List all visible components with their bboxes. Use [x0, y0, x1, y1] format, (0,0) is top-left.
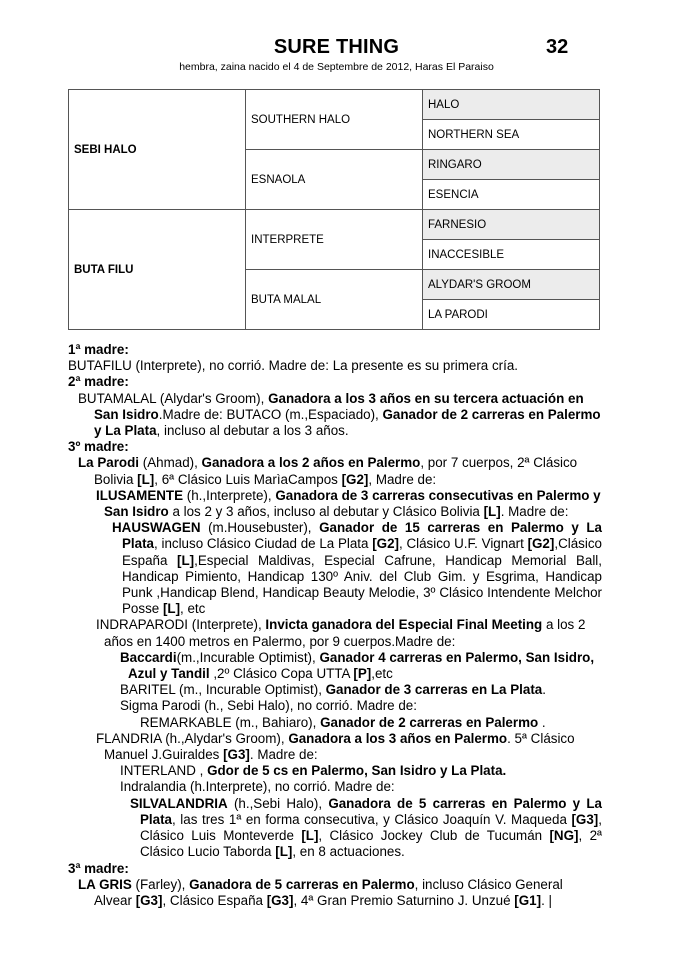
third-dam-heading: 3º madre: — [68, 439, 129, 455]
pedigree-g3-cell: ESENCIA — [423, 180, 600, 210]
pedigree-g3-cell: FARNESIO — [423, 210, 600, 240]
flandria-paragraph: FLANDRIA (h.,Alydar's Groom), Ganadora a los 3 años en Palermo. 5ª Clásico Manuel J.Guiraldes [G3]. Madre de: — [96, 730, 575, 763]
remarkable-paragraph: REMARKABLE (m., Bahiaro), Ganador de 2 carreras en Palermo . — [140, 714, 546, 730]
silvalandria-paragraph: SILVALANDRIA (h.,Sebi Halo), Ganadora de 5 carreras en Palermo y La Plata, las tres 1ª en forma consecutiva, y Clásico Joaquín V. Maqueda [G3], Clásico Luis Monteverde [L], Clásico Jockey Club de Tucumán [NG], 2ª Clásico Lucio Taborda [L], en 8 actuaciones. — [130, 795, 603, 860]
third-dam-paragraph: La Parodi (Ahmad), Ganadora a los 2 años en Palermo, por 7 cuerpos, 2ª Clásico Bolivia [L], 6ª Clásico Luis MarìaCampos [G2], Madre de: — [78, 455, 578, 487]
pedigree-sire: SEBI HALO — [69, 90, 246, 210]
horse-name-title: SURE THING — [273, 36, 400, 58]
baccardi-paragraph: Baccardi(m.,Incurable Optimist), Ganador 4 carreras en Palermo, San Isidro, Azul y Tandil ,2º Clásico Copa UTTA [P],etc — [120, 649, 595, 682]
baritel-paragraph: BARITEL (m., Incurable Optimist), Ganador de 3 carreras en La Plata. — [120, 682, 546, 698]
fourth-dam-paragraph: LA GRIS (Farley), Ganadora de 5 carreras en Palermo, incluso Clásico General Alvear [G3], Clásico España [G3], 4ª Gran Premio Saturnino J. Unzué [G1]. | — [78, 876, 563, 908]
pedigree-dam: BUTA FILU — [69, 210, 246, 330]
fourth-dam-heading: 3ª madre: — [68, 860, 129, 876]
pedigree-g3-cell: INACCESIBLE — [423, 240, 600, 270]
pedigree-g3-cell: NORTHERN SEA — [423, 120, 600, 150]
indraparodi-paragraph: INDRAPARODI (Interprete), Invicta ganadora del Especial Final Meeting a los 2 años en 1400 metros en Palermo, por 9 cuerpos.Madre de: — [96, 617, 586, 649]
first-dam-paragraph: BUTAFILU (Interprete), no corrió. Madre de: La presente es su primera cría. — [68, 358, 519, 374]
first-dam-heading: 1ª madre: — [68, 342, 129, 357]
pedigree-dam-sire: INTERPRETE — [246, 210, 423, 270]
pedigree-g3-cell: RINGARO — [423, 150, 600, 180]
interland-paragraph: INTERLAND , Gdor de 5 cs en Palermo, San Isidro y La Plata. — [120, 763, 507, 779]
birth-info: hembra, zaina nacido el 4 de Septembre de 2012, Haras El Paraiso — [179, 61, 494, 73]
indralandia-paragraph: Indralandia (h.Interprete), no corrió. Madre de: — [120, 779, 395, 795]
pedigree-dam-dam: BUTA MALAL — [246, 270, 423, 330]
ilusamente-paragraph: ILUSAMENTE (h.,Interprete), Ganadora de 3 carreras consecutivas en Palermo y San Isidro a los 2 y 3 años, incluso al debutar y Clásico Bolivia [L]. Madre de: — [96, 487, 601, 520]
second-dam-paragraph: BUTAMALAL (Alydar's Groom), Ganadora a los 3 años en su tercera actuación en San Isidro.Madre de: BUTACO (m.,Espaciado), Ganador de 2 carreras en Palermo y La Plata, incluso al debutar a los 3 años. — [78, 390, 601, 439]
pedigree-sire-dam: ESNAOLA — [246, 150, 423, 210]
hauswagen-paragraph: HAUSWAGEN (m.Housebuster), Ganador de 15 carreras en Palermo y La Plata, incluso Clásico Ciudad de La Plata [G2], Clásico U.F. Vignart [G2],Clásico España [L],Especial Maldivas, Especial Cafrune, Handicap Memorial Ball, Handicap Pimiento, Handicap 130º Aniv. del Club Gim. y Esgrima, Handicap Punk ,Handicap Blend, Handicap Beauty Melodie, 3º Clásico Intendente Melchor Posse [L], etc — [112, 520, 603, 617]
catalog-number: 32 — [546, 36, 569, 58]
pedigree-table — [68, 89, 600, 330]
pedigree-sire-sire: SOUTHERN HALO — [246, 90, 423, 150]
pedigree-g3-cell: HALO — [423, 90, 600, 120]
second-dam-heading: 2ª madre: — [68, 374, 129, 390]
pedigree-g3-cell: LA PARODI — [423, 300, 600, 330]
pedigree-g3-cell: ALYDAR'S GROOM — [423, 270, 600, 300]
sigma-parodi-paragraph: Sigma Parodi (h., Sebi Halo), no corrió. Madre de: — [120, 698, 417, 714]
family-section — [68, 342, 602, 909]
